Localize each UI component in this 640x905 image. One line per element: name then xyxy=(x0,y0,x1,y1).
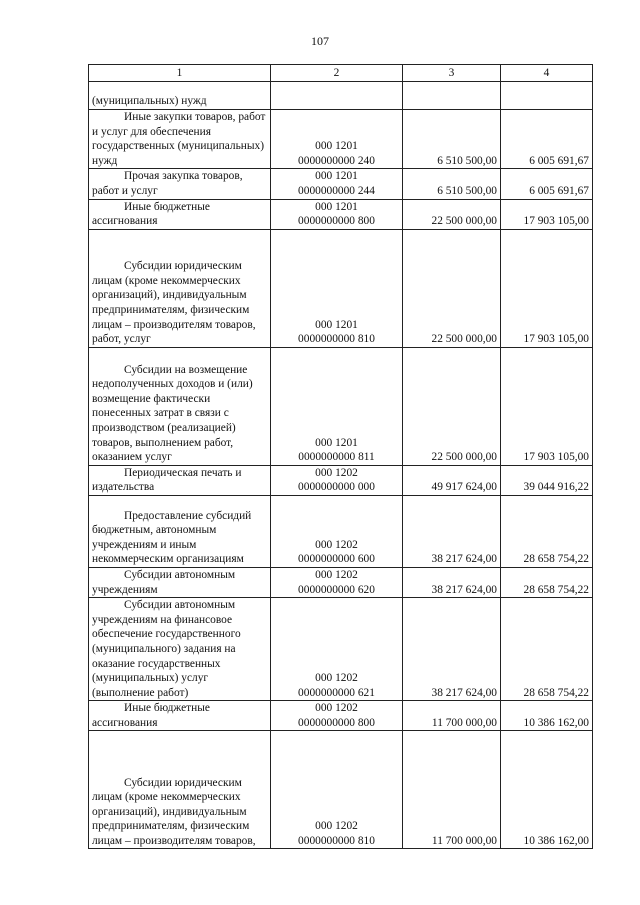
row-name-cell xyxy=(89,495,271,567)
budget-table xyxy=(88,64,593,849)
row-executed-value: 10 386 162,00 xyxy=(501,701,593,731)
row-code-target: 0000000000 621 xyxy=(298,686,375,699)
row-code-section: 000 1201 xyxy=(315,318,358,331)
row-name-cell xyxy=(89,169,271,199)
row-code-section: 000 1202 xyxy=(315,538,358,551)
row-code-target: 0000000000 244 xyxy=(298,184,375,197)
row-code-section: 000 1202 xyxy=(315,672,358,685)
row-approved-value: 49 917 624,00 xyxy=(403,465,501,495)
row-executed-value xyxy=(501,82,593,110)
row-name-cell xyxy=(89,82,271,110)
row-name: Субсидии автономным учреждениям xyxy=(92,568,236,596)
row-code-cell xyxy=(271,465,403,495)
row-name-cell xyxy=(89,465,271,495)
row-code-cell xyxy=(271,495,403,567)
row-code-section: 000 1202 xyxy=(315,568,358,581)
row-name-cell xyxy=(89,229,271,347)
table-row xyxy=(89,731,593,849)
row-name: Иные бюджетные ассигнования xyxy=(92,200,210,228)
row-executed-value: 6 005 691,67 xyxy=(501,110,593,169)
column-header-4: 4 xyxy=(501,65,593,82)
row-name: Субсидии юридическим лицам (кроме некоммерческих организаций), индивидуальным предпринимателям, физическим лицам – производителям товаров, работ, услуг xyxy=(92,260,256,346)
row-code-target: 0000000000 800 xyxy=(298,215,375,228)
row-approved-value: 38 217 624,00 xyxy=(403,495,501,567)
row-code-section: 000 1201 xyxy=(315,436,358,449)
row-approved-value: 11 700 000,00 xyxy=(403,731,501,849)
row-code-target: 0000000000 620 xyxy=(298,583,375,596)
row-code-target: 0000000000 811 xyxy=(298,451,375,464)
row-name: Предоставление субсидий бюджетным, автономным учреждениям и иным некоммерческим организациям xyxy=(92,509,252,566)
row-name: (муниципальных) нужд xyxy=(92,95,207,108)
row-code-target: 0000000000 600 xyxy=(298,553,375,566)
row-code-cell xyxy=(271,598,403,701)
row-executed-value: 17 903 105,00 xyxy=(501,199,593,229)
row-name-cell xyxy=(89,347,271,465)
row-code-cell xyxy=(271,567,403,597)
row-code-section: 000 1202 xyxy=(315,466,358,479)
row-code-target: 0000000000 810 xyxy=(298,834,375,847)
row-executed-value: 10 386 162,00 xyxy=(501,731,593,849)
row-code-section: 000 1201 xyxy=(315,170,358,183)
row-code-cell xyxy=(271,82,403,110)
column-header-2: 2 xyxy=(271,65,403,82)
row-executed-value: 6 005 691,67 xyxy=(501,169,593,199)
table-row xyxy=(89,229,593,347)
row-approved-value: 22 500 000,00 xyxy=(403,199,501,229)
row-name-cell xyxy=(89,110,271,169)
table-row xyxy=(89,701,593,731)
column-header-1: 1 xyxy=(89,65,271,82)
row-approved-value: 22 500 000,00 xyxy=(403,347,501,465)
row-code-target: 0000000000 240 xyxy=(298,154,375,167)
row-code-cell xyxy=(271,347,403,465)
row-code-cell xyxy=(271,199,403,229)
row-code-section: 000 1202 xyxy=(315,702,358,715)
row-name-cell xyxy=(89,598,271,701)
row-code-cell xyxy=(271,110,403,169)
row-approved-value: 38 217 624,00 xyxy=(403,598,501,701)
page-number: 107 xyxy=(311,34,329,48)
table-row xyxy=(89,598,593,701)
row-name: Прочая закупка товаров, работ и услуг xyxy=(92,170,243,197)
row-name: Субсидии на возмещение недополученных доходов и (или) возмещение фактически понесенных затрат в связи с производством (реализацией) товаров, выполнением работ, оказанием услуг xyxy=(92,363,253,464)
table-row xyxy=(89,495,593,567)
row-approved-value xyxy=(403,82,501,110)
row-name-cell xyxy=(89,701,271,731)
row-approved-value: 22 500 000,00 xyxy=(403,229,501,347)
row-name: Субсидии автономным учреждениям на финансовое обеспечение государственного (муниципального) задания на оказание государственных (муниципальных) услуг (выполнение работ) xyxy=(92,599,241,699)
row-name-cell xyxy=(89,731,271,849)
table-row xyxy=(89,82,593,110)
row-name-cell xyxy=(89,567,271,597)
row-code-cell xyxy=(271,169,403,199)
table-row xyxy=(89,465,593,495)
row-executed-value: 28 658 754,22 xyxy=(501,598,593,701)
row-code-target: 0000000000 810 xyxy=(298,333,375,346)
row-name: Субсидии юридическим лицам (кроме некоммерческих организаций), индивидуальным предпринимателям, физическим лицам – производителям товаров, xyxy=(92,776,256,847)
row-code-cell xyxy=(271,731,403,849)
column-header-3: 3 xyxy=(403,65,501,82)
row-approved-value: 6 510 500,00 xyxy=(403,169,501,199)
row-approved-value: 38 217 624,00 xyxy=(403,567,501,597)
table-row xyxy=(89,110,593,169)
row-approved-value: 6 510 500,00 xyxy=(403,110,501,169)
table-row xyxy=(89,199,593,229)
row-name-cell xyxy=(89,199,271,229)
row-code-target: 0000000000 800 xyxy=(298,716,375,729)
row-approved-value: 11 700 000,00 xyxy=(403,701,501,731)
table-header-row xyxy=(89,65,593,82)
row-code-cell xyxy=(271,701,403,731)
row-code-section: 000 1201 xyxy=(315,200,358,213)
row-code-section: 000 1202 xyxy=(315,820,358,833)
row-code-target: 0000000000 000 xyxy=(298,481,375,494)
row-code-cell xyxy=(271,229,403,347)
table-row xyxy=(89,567,593,597)
table-row xyxy=(89,169,593,199)
row-name: Периодическая печать и издательства xyxy=(92,466,242,494)
row-executed-value: 17 903 105,00 xyxy=(501,229,593,347)
row-name: Иные закупки товаров, работ и услуг для обеспечения государственных (муниципальных) нужд xyxy=(92,111,266,167)
table-row xyxy=(89,347,593,465)
row-name: Иные бюджетные ассигнования xyxy=(92,702,210,729)
row-code-section: 000 1201 xyxy=(315,140,358,153)
row-executed-value: 28 658 754,22 xyxy=(501,495,593,567)
row-executed-value: 17 903 105,00 xyxy=(501,347,593,465)
row-executed-value: 28 658 754,22 xyxy=(501,567,593,597)
row-executed-value: 39 044 916,22 xyxy=(501,465,593,495)
